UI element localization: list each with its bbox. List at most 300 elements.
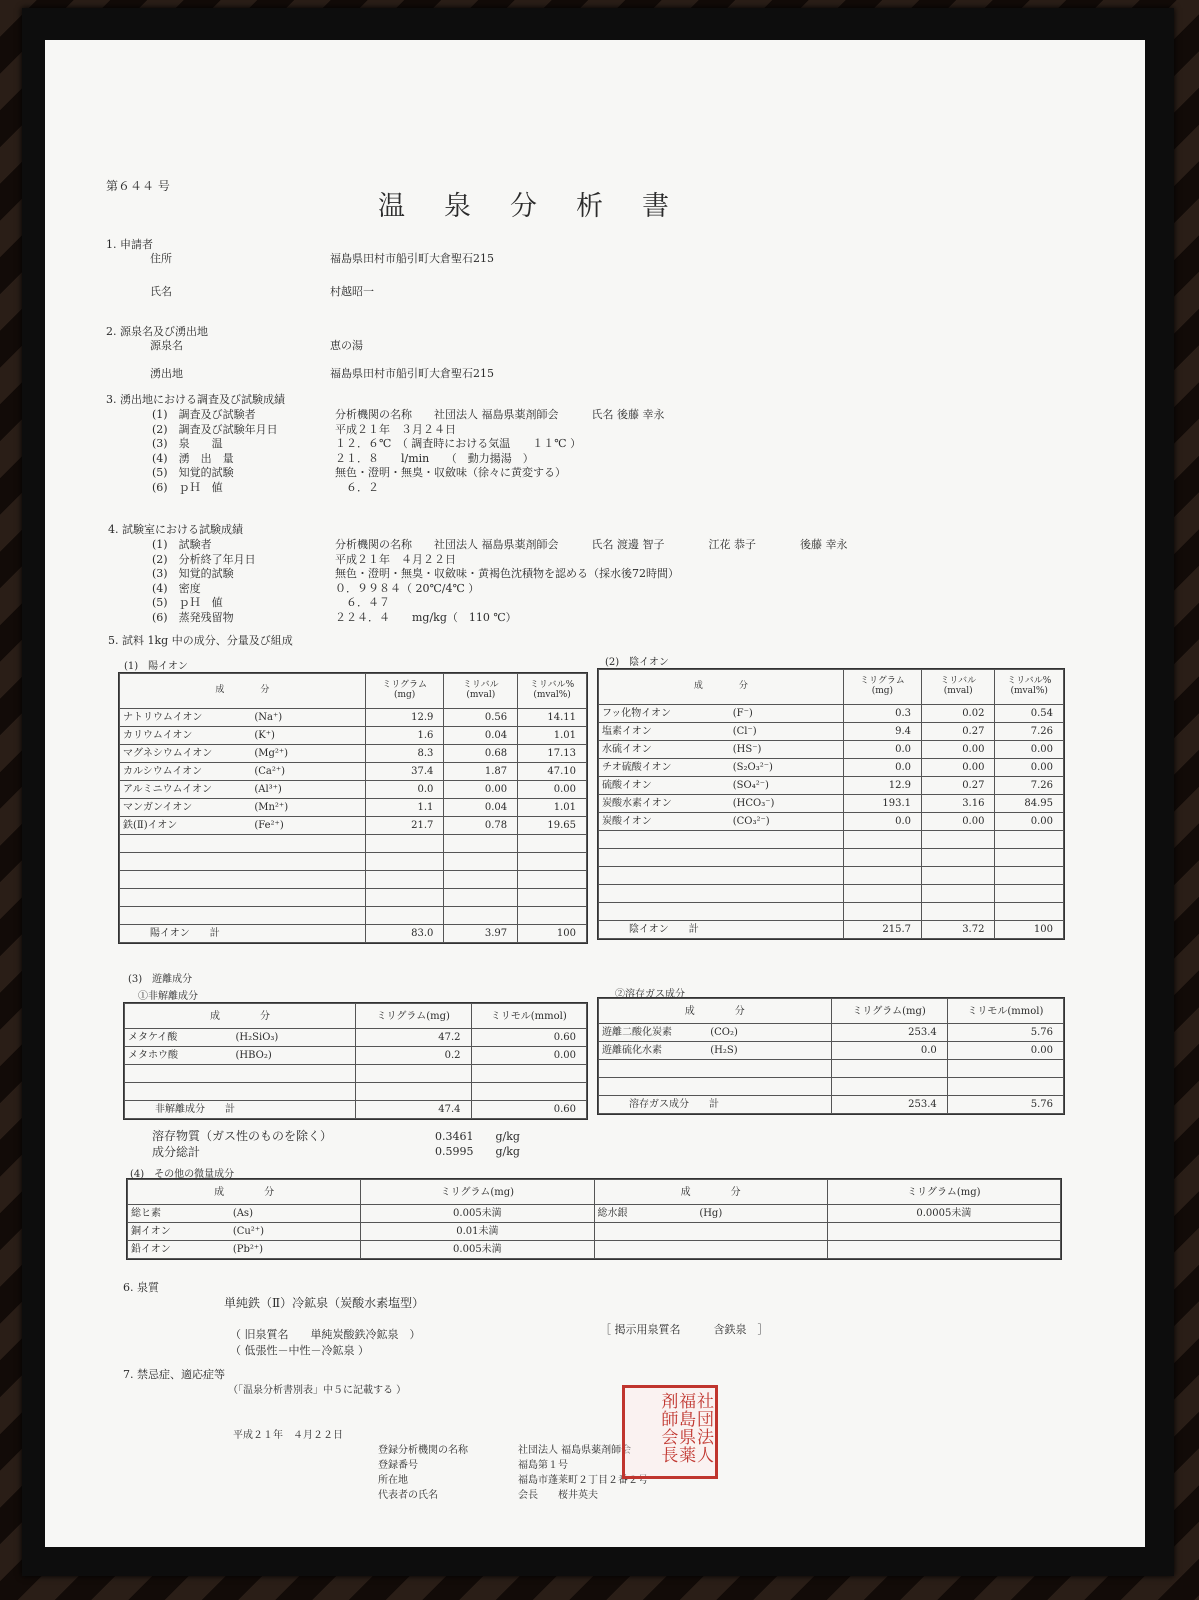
total-components-value: 0.5995 g/kg [435, 1145, 520, 1158]
s3-row-value: 分析機関の名称 社団法人 福島県薬剤師会 氏名 後藤 幸永 [335, 408, 665, 421]
empty-cell [922, 903, 995, 921]
footer-label: 登録番号 [378, 1460, 418, 1471]
nondissociated-table [123, 1002, 588, 1120]
component-cell [599, 723, 844, 741]
value-pct: 84.95 [995, 795, 1064, 813]
value-mval: 0.27 [922, 777, 995, 795]
value-pct: 1.01 [518, 727, 587, 745]
value-pct: 0.00 [995, 813, 1064, 831]
component-cell [120, 745, 366, 763]
component-formula: (HS⁻) [732, 744, 762, 755]
component-formula: (Al³⁺) [254, 784, 282, 795]
value-mg: 0.2 [356, 1047, 472, 1065]
s3-row-value: ２１．８ l/min （ 動力揚湯 ） [335, 451, 534, 465]
value-pct: 47.10 [518, 763, 587, 781]
component-cell [120, 727, 366, 745]
value-mmol: 0.00 [471, 1047, 587, 1065]
value-mg: 0.0 [843, 813, 921, 831]
component-cell [120, 709, 366, 727]
component-formula: (Ca²⁺) [254, 766, 286, 777]
table-row [120, 745, 587, 763]
empty-cell [444, 871, 518, 889]
footer-value: 会長 桜井英夫 [518, 1490, 598, 1501]
total-mg: 253.4 [831, 1096, 947, 1114]
spring-classification: （ 低張性－中性－冷鉱泉 ） [230, 1344, 369, 1357]
empty-cell [518, 871, 587, 889]
col-mval: ミリバル (mval) [444, 674, 518, 709]
total-mmol: 5.76 [947, 1096, 1063, 1114]
component-name: マグネシウムイオン [123, 748, 213, 759]
component-name: メタケイ酸 [128, 1032, 178, 1043]
value-pct: 7.26 [995, 777, 1064, 795]
s4-row-label: (1) 試験者 [152, 538, 212, 551]
empty-cell [947, 1078, 1063, 1096]
col-component: 成 分 [125, 1004, 356, 1029]
value-mg: 37.4 [365, 763, 444, 781]
name-value: 村越昭一 [330, 285, 374, 298]
table-row [125, 1083, 587, 1101]
table-row [599, 903, 1064, 921]
footer-value: 福島第１号 [518, 1460, 568, 1471]
empty-cell [831, 1078, 947, 1096]
empty-cell [518, 853, 587, 871]
component-cell [594, 1205, 827, 1223]
value-mg: 47.2 [356, 1029, 472, 1047]
value-mval: 0.00 [922, 741, 995, 759]
footer-label: 所在地 [378, 1475, 408, 1486]
total-pct: 100 [995, 921, 1064, 939]
component-formula: (S₂O₃²⁻) [732, 762, 773, 773]
component-cell [599, 795, 844, 813]
old-spring-quality: （ 旧泉質名 単純炭酸鉄冷鉱泉 ） [230, 1328, 421, 1341]
table-header [599, 999, 1064, 1024]
empty-cell [843, 885, 921, 903]
empty-cell [922, 849, 995, 867]
col-mg: ミリグラム(mg) [831, 999, 947, 1024]
s4-row-value: ２２４．４ mg/kg（ 110 ℃） [335, 610, 517, 624]
component-cell [599, 777, 844, 795]
col-component: 成 分 [128, 1180, 361, 1205]
section-7-heading: 7. 禁忌症、適応症等 [123, 1368, 225, 1381]
value-pct: 19.65 [518, 817, 587, 835]
value-pct: 14.11 [518, 709, 587, 727]
value-mg: 0.0 [843, 741, 921, 759]
component-name: チオ硫酸イオン [602, 762, 672, 773]
value-mg: 193.1 [843, 795, 921, 813]
component-cell [599, 1024, 832, 1042]
value-pct: 7.26 [995, 723, 1064, 741]
empty-cell [120, 907, 366, 925]
col-mg: ミリグラム (mg) [365, 674, 444, 709]
empty-cell [947, 1060, 1063, 1078]
empty-cell [827, 1223, 1060, 1241]
section-6-heading: 6. 泉質 [123, 1281, 159, 1294]
empty-cell [444, 907, 518, 925]
total-label: 陰イオン 計 [599, 921, 844, 939]
component-formula: (Mn²⁺) [254, 802, 289, 813]
table-row [128, 1205, 1061, 1223]
s3-row-value: 無色・澄明・無臭・収斂味（徐々に黄変する） [335, 466, 566, 479]
table-row [120, 871, 587, 889]
component-name: カリウムイオン [123, 730, 193, 741]
component-cell [120, 781, 366, 799]
value-pct: 0.00 [518, 781, 587, 799]
col-mmol: ミリモル(mmol) [471, 1004, 587, 1029]
s4-row-value: 分析機関の名称 社団法人 福島県薬剤師会 氏名 渡邊 智子 江花 恭子 後藤 幸永 [335, 538, 848, 551]
value-mg: 12.9 [365, 709, 444, 727]
col-mmol: ミリモル(mmol) [947, 999, 1063, 1024]
table-row [125, 1101, 587, 1119]
value-mg: 0.0005未満 [827, 1205, 1060, 1223]
col-mg: ミリグラム(mg) [356, 1004, 472, 1029]
table-row [125, 1047, 587, 1065]
total-mg: 215.7 [843, 921, 921, 939]
section-7-note: （「温泉分析書別表」中５に記載する ） [228, 1385, 407, 1396]
component-formula: (H₂S) [710, 1045, 738, 1056]
table-row [125, 1029, 587, 1047]
empty-cell [995, 849, 1064, 867]
s4-row-value: 無色・澄明・無臭・収斂味・黄褐色沈積物を認める（採水後72時間） [335, 567, 679, 580]
component-formula: (Na⁺) [254, 712, 283, 723]
issue-date: 平成２１年 ４月２２日 [233, 1430, 343, 1441]
component-cell [599, 759, 844, 777]
component-cell [599, 705, 844, 723]
table-row [120, 835, 587, 853]
table-row [599, 921, 1064, 939]
table-row [599, 813, 1064, 831]
empty-cell [365, 853, 444, 871]
value-mg: 0.0 [365, 781, 444, 799]
table-row [599, 1096, 1064, 1114]
dissolved-gas-title: ②溶存ガス成分 [615, 989, 685, 1000]
value-mg: 1.1 [365, 799, 444, 817]
component-cell [599, 813, 844, 831]
component-formula: (Pb²⁺) [232, 1244, 264, 1255]
component-formula: (As) [232, 1208, 253, 1219]
empty-cell [444, 853, 518, 871]
s3-row-label: (4) 湧 出 量 [152, 451, 234, 465]
s4-row-label: (6) 蒸発残留物 [152, 610, 234, 624]
empty-cell [471, 1065, 587, 1083]
s4-row-label: (4) 密度 [152, 581, 201, 595]
total-label: 陽イオン 計 [120, 925, 366, 943]
component-formula: (HCO₃⁻) [732, 798, 775, 809]
empty-cell [365, 835, 444, 853]
location-label: 湧出地 [150, 367, 183, 380]
document-title: 温 泉 分 析 書 [378, 191, 675, 222]
s3-row-value: ６．２ [335, 480, 379, 494]
s3-row-value: 平成２１年 ３月２４日 [335, 422, 456, 436]
value-mg: 0.0 [843, 759, 921, 777]
col-component: 成 分 [599, 670, 844, 705]
value-mval: 0.04 [444, 727, 518, 745]
component-cell [128, 1205, 361, 1223]
component-formula: (CO₂) [710, 1027, 738, 1038]
col-mg-2: ミリグラム(mg) [827, 1180, 1060, 1205]
s3-row-label: (2) 調査及び試験年月日 [152, 422, 278, 436]
s3-row-label: (1) 調査及び試験者 [152, 408, 256, 421]
table-row [599, 759, 1064, 777]
value-mmol: 5.76 [947, 1024, 1063, 1042]
empty-cell [356, 1083, 472, 1101]
component-formula: (Mg²⁺) [254, 748, 289, 759]
component-formula: (Hg) [699, 1208, 723, 1219]
s4-row-value: ０．９９８４（ 20℃/4℃ ） [335, 581, 480, 595]
component-name: 鉄(Ⅱ)イオン [123, 820, 178, 831]
value-mmol: 0.00 [947, 1042, 1063, 1060]
component-cell [125, 1029, 356, 1047]
component-name: 塩素イオン [602, 726, 652, 737]
table-row [599, 777, 1064, 795]
table-header [128, 1180, 1061, 1205]
value-mval: 3.16 [922, 795, 995, 813]
table-row [120, 907, 587, 925]
col-mval-pct: ミリバル% (mval%) [518, 674, 587, 709]
component-cell [120, 817, 366, 835]
total-mval: 3.97 [444, 925, 518, 943]
total-mg: 83.0 [365, 925, 444, 943]
col-component-2: 成 分 [594, 1180, 827, 1205]
table-header [599, 670, 1064, 705]
empty-cell [518, 907, 587, 925]
component-formula: (F⁻) [732, 708, 753, 719]
component-cell [599, 741, 844, 759]
trace-components-heading: (4) その他の微量成分 [130, 1169, 235, 1180]
empty-cell [995, 867, 1064, 885]
nondissociated-title: ①非解離成分 [138, 991, 198, 1002]
s4-row-label: (3) 知覚的試験 [152, 567, 234, 580]
value-mval: 0.56 [444, 709, 518, 727]
total-label: 非解離成分 計 [125, 1101, 356, 1119]
component-name: メタホウ酸 [128, 1050, 178, 1061]
table-row [599, 741, 1064, 759]
table-row [120, 763, 587, 781]
component-name: 水硫イオン [602, 744, 652, 755]
value-mval: 0.02 [922, 705, 995, 723]
value-mg: 12.9 [843, 777, 921, 795]
value-mg: 253.4 [831, 1024, 947, 1042]
component-name: 銅イオン [131, 1226, 171, 1237]
table-header [125, 1004, 587, 1029]
component-name: 鉛イオン [131, 1244, 171, 1255]
component-name: マンガンイオン [123, 802, 193, 813]
component-name: カルシウムイオン [123, 766, 203, 777]
total-components-label: 成分総計 [152, 1145, 201, 1159]
value-pct: 0.54 [995, 705, 1064, 723]
empty-cell [356, 1065, 472, 1083]
component-formula: (Cu²⁺) [232, 1226, 264, 1237]
value-mval: 0.04 [444, 799, 518, 817]
empty-cell [995, 903, 1064, 921]
empty-cell [831, 1060, 947, 1078]
anion-table [597, 668, 1065, 940]
table-row [599, 849, 1064, 867]
component-formula: (HBO₂) [235, 1050, 272, 1061]
address-value: 福島県田村市船引町大倉聖石215 [330, 252, 494, 265]
empty-cell [995, 885, 1064, 903]
table-row [125, 1065, 587, 1083]
component-name: 総水銀 [597, 1208, 628, 1219]
official-seal-stamp: 社団法人福島県薬剤師会長 [622, 1385, 718, 1479]
component-cell [125, 1047, 356, 1065]
component-cell [120, 799, 366, 817]
empty-cell [599, 867, 844, 885]
col-mval: ミリバル (mval) [922, 670, 995, 705]
source-value: 恵の湯 [330, 339, 363, 352]
total-mg: 47.4 [356, 1101, 472, 1119]
table-row [599, 885, 1064, 903]
value-mg: 21.7 [365, 817, 444, 835]
value-pct: 17.13 [518, 745, 587, 763]
table-row [120, 817, 587, 835]
document-number: 第６４４ 号 [106, 179, 170, 193]
table-row [120, 727, 587, 745]
footer-value: 福島市蓬莱町２丁目２番２号 [518, 1475, 648, 1486]
table-row [599, 1060, 1064, 1078]
value-mg: 0.01未満 [361, 1223, 594, 1241]
value-mg: 0.005未満 [361, 1205, 594, 1223]
anion-table-title: (2) 陰イオン [605, 657, 669, 668]
empty-cell [922, 885, 995, 903]
component-formula: (K⁺) [254, 730, 275, 741]
empty-cell [120, 871, 366, 889]
component-name: 硫酸イオン [602, 780, 652, 791]
component-formula: (SO₄²⁻) [732, 780, 769, 791]
col-mg: ミリグラム (mg) [843, 670, 921, 705]
col-component: 成 分 [120, 674, 366, 709]
section-3-heading: 3. 湧出地における調査及び試験成績 [106, 393, 285, 406]
total-mval: 3.72 [922, 921, 995, 939]
component-cell [120, 763, 366, 781]
value-mval: 0.00 [444, 781, 518, 799]
location-value: 福島県田村市船引町大倉聖石215 [330, 367, 494, 380]
table-row [599, 1078, 1064, 1096]
empty-cell [444, 889, 518, 907]
dissolved-matter-label: 溶存物質（ガス性のものを除く） [152, 1129, 333, 1143]
table-row [120, 853, 587, 871]
s4-row-value: 平成２１年 ４月２２日 [335, 552, 456, 566]
empty-cell [599, 1060, 832, 1078]
empty-cell [843, 903, 921, 921]
value-mval: 0.78 [444, 817, 518, 835]
table-row [120, 925, 587, 943]
empty-cell [922, 831, 995, 849]
empty-cell [599, 831, 844, 849]
empty-cell [843, 867, 921, 885]
total-pct: 100 [518, 925, 587, 943]
footer-label: 登録分析機関の名称 [378, 1445, 468, 1456]
display-spring-name: ［ 掲示用泉質名 含鉄泉 ］ [600, 1323, 769, 1336]
empty-cell [599, 1078, 832, 1096]
section-1-heading: 1. 申請者 [106, 238, 153, 251]
s4-row-value: ６．４７ [335, 596, 390, 609]
s4-row-label: (5) ｐＨ 値 [152, 596, 223, 609]
footer-label: 代表者の氏名 [378, 1490, 438, 1501]
value-mg: 9.4 [843, 723, 921, 741]
value-mval: 0.68 [444, 745, 518, 763]
total-label: 溶存ガス成分 計 [599, 1096, 832, 1114]
footer-value: 社団法人 福島県薬剤師会 [518, 1445, 632, 1456]
table-row [599, 723, 1064, 741]
value-mg: 0.0 [831, 1042, 947, 1060]
table-row [128, 1241, 1061, 1259]
component-formula: (CO₃²⁻) [732, 816, 770, 827]
table-row [120, 889, 587, 907]
address-label: 住所 [150, 252, 172, 265]
value-mval: 1.87 [444, 763, 518, 781]
empty-cell [518, 835, 587, 853]
trace-components-table [126, 1178, 1062, 1260]
empty-cell [125, 1065, 356, 1083]
section-5-heading: 5. 試料 1kg 中の成分、分量及び組成 [108, 634, 293, 647]
empty-cell [827, 1241, 1060, 1259]
empty-cell [120, 889, 366, 907]
value-mg: 8.3 [365, 745, 444, 763]
empty-cell [843, 831, 921, 849]
component-cell [599, 1042, 832, 1060]
empty-cell [922, 867, 995, 885]
table-row [599, 867, 1064, 885]
s3-row-label: (5) 知覚的試験 [152, 466, 234, 479]
empty-cell [594, 1223, 827, 1241]
table-row [599, 831, 1064, 849]
value-mval: 0.00 [922, 759, 995, 777]
empty-cell [125, 1083, 356, 1101]
col-component: 成 分 [599, 999, 832, 1024]
component-name: 炭酸イオン [602, 816, 652, 827]
value-pct: 1.01 [518, 799, 587, 817]
empty-cell [120, 853, 366, 871]
empty-cell [599, 885, 844, 903]
component-name: 遊離二酸化炭素 [602, 1027, 672, 1038]
component-cell [128, 1223, 361, 1241]
table-row [120, 781, 587, 799]
s4-row-label: (2) 分析終了年月日 [152, 552, 256, 566]
empty-cell [365, 907, 444, 925]
col-mg: ミリグラム(mg) [361, 1180, 594, 1205]
component-cell [128, 1241, 361, 1259]
empty-cell [995, 831, 1064, 849]
component-name: ナトリウムイオン [123, 712, 203, 723]
table-row [599, 1042, 1064, 1060]
value-mg: 1.6 [365, 727, 444, 745]
cation-table [118, 672, 588, 944]
dissolved-matter-value: 0.3461 g/kg [435, 1130, 520, 1143]
component-formula: (Fe²⁺) [254, 820, 284, 831]
name-label: 氏名 [150, 285, 172, 298]
empty-cell [843, 849, 921, 867]
empty-cell [365, 871, 444, 889]
value-mmol: 0.60 [471, 1029, 587, 1047]
s3-row-label: (6) ｐＨ 値 [152, 480, 223, 494]
empty-cell [471, 1083, 587, 1101]
empty-cell [599, 849, 844, 867]
value-mval: 0.27 [922, 723, 995, 741]
table-row [128, 1223, 1061, 1241]
value-pct: 0.00 [995, 741, 1064, 759]
section-4-heading: 4. 試験室における試験成績 [108, 523, 243, 536]
component-name: 炭酸水素イオン [602, 798, 672, 809]
free-components-heading: (3) 遊離成分 [128, 974, 193, 985]
value-mg: 0.005未満 [361, 1241, 594, 1259]
s3-row-label: (3) 泉 温 [152, 437, 223, 450]
component-name: フッ化物イオン [602, 708, 671, 719]
component-formula: (H₂SiO₃) [235, 1032, 279, 1043]
total-mmol: 0.60 [471, 1101, 587, 1119]
empty-cell [365, 889, 444, 907]
source-label: 源泉名 [150, 339, 183, 352]
table-row [599, 1024, 1064, 1042]
